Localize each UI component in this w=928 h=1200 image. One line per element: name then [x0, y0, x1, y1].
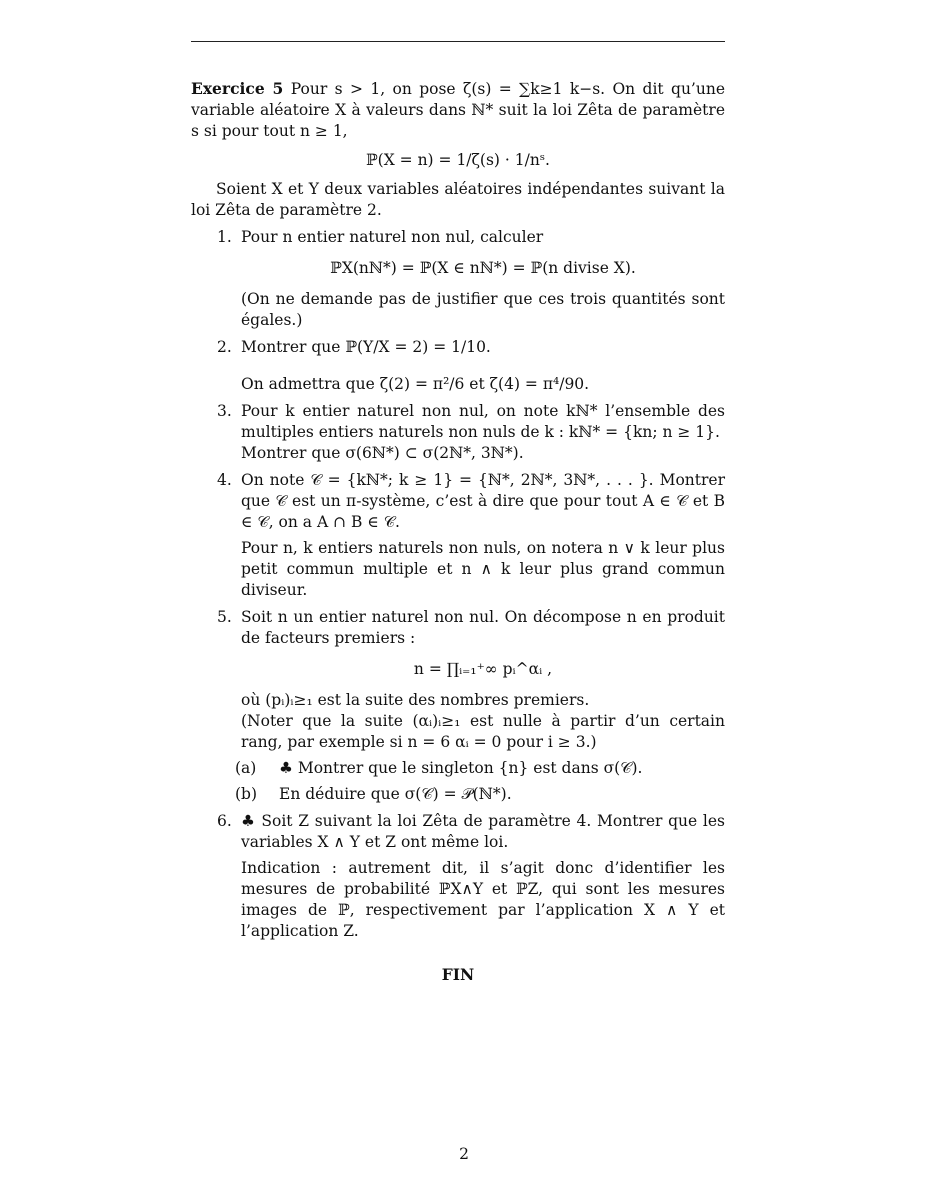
question-text: Pour n entier naturel non nul, calculer	[241, 228, 544, 246]
question-text: ♣ Soit Z suivant la loi Zêta de paramètre 4. Montrer que les variables X ∧ Y et Z ont même loi.	[241, 812, 725, 851]
page-number: 2	[459, 1145, 469, 1163]
question-text: Soit n un entier naturel non nul. On décompose n en produit de facteurs premiers :	[241, 608, 725, 647]
subquestion-a	[235, 758, 725, 779]
question-number: 2.	[217, 338, 232, 356]
exercise-label: Exercice 5	[191, 79, 284, 98]
subquestion-text: En déduire que σ(𝒞) = 𝒫(ℕ*).	[279, 785, 512, 803]
question-display: ℙX(nℕ*) = ℙ(X ∈ nℕ*) = ℙ(n divise X).	[330, 259, 636, 277]
question-note: où (pᵢ)ᵢ≥₁ est la suite des nombres premiers.	[241, 691, 590, 709]
question-4	[191, 470, 725, 601]
subquestion-text: ♣ Montrer que le singleton {n} est dans σ(𝒞).	[279, 759, 643, 777]
question-note: Indication : autrement dit, il s’agit donc d’identifier les mesures de probabilité ℙX∧Y et ℙZ, qui sont les mesures images de ℙ, respectivement par l’application X ∧ Y et l’application Z.	[241, 859, 725, 940]
question-text: On note 𝒞 = {kℕ*; k ≥ 1} = {ℕ*, 2ℕ*, 3ℕ*, . . . }. Montrer que 𝒞 est un π-système, c’est à dire que pour tout A ∈ 𝒞 et B ∈ 𝒞, on a A ∩ B ∈ 𝒞.	[241, 471, 725, 531]
zeta-formula: ℙ(X = n) = 1/ζ(s) · 1/nˢ.	[366, 151, 550, 169]
subquestion-label: (a)	[235, 759, 257, 777]
subquestion-label: (b)	[235, 785, 258, 803]
exercise-intro-text: Pour s > 1, on pose ζ(s) = ∑k≥1 k−s. On dit qu’une variable aléatoire X à valeurs dans ℕ* suit la loi Zêta de paramètre s si pour tout n ≥ 1,	[191, 80, 725, 140]
question-number: 5.	[217, 608, 232, 626]
question-note: (On ne demande pas de justifier que ces trois quantités sont égales.)	[241, 290, 725, 329]
question-number: 3.	[217, 402, 232, 420]
exercise-setup: Soient X et Y deux variables aléatoires indépendantes suivant la loi Zêta de paramètre 2.	[191, 180, 725, 219]
question-6	[191, 811, 725, 942]
question-text: Pour k entier naturel non nul, on note kℕ* l’ensemble des multiples entiers naturels non nuls de k : kℕ* = {kn; n ≥ 1}.	[241, 402, 725, 441]
header-rule	[191, 41, 725, 42]
question-note: Montrer que σ(6ℕ*) ⊂ σ(2ℕ*, 3ℕ*).	[241, 444, 524, 462]
subquestion-b	[235, 784, 725, 805]
question-list	[191, 227, 725, 942]
question-5	[191, 607, 725, 805]
question-note-2: (Noter que la suite (αᵢ)ᵢ≥₁ est nulle à partir d’un certain rang, par exemple si n = 6 αᵢ = 0 pour i ≥ 3.)	[241, 712, 725, 751]
document-body	[191, 78, 725, 985]
question-3	[191, 401, 725, 464]
question-note: On admettra que ζ(2) = π²/6 et ζ(4) = π⁴/90.	[241, 375, 590, 393]
question-2	[191, 337, 725, 395]
question-number: 6.	[217, 812, 232, 830]
question-note: Pour n, k entiers naturels non nuls, on notera n ∨ k leur plus petit commun multiple et n ∧ k leur plus grand commun diviseur.	[241, 539, 725, 599]
question-text: Montrer que ℙ(Y/X = 2) = 1/10.	[241, 338, 491, 356]
end-marker: FIN	[441, 965, 475, 984]
question-1	[191, 227, 725, 331]
question-number: 4.	[217, 471, 232, 489]
question-display: n = ∏ᵢ₌₁⁺∞ pᵢ^αᵢ ,	[413, 660, 553, 678]
question-number: 1.	[217, 228, 232, 246]
exercise-intro	[191, 78, 725, 142]
